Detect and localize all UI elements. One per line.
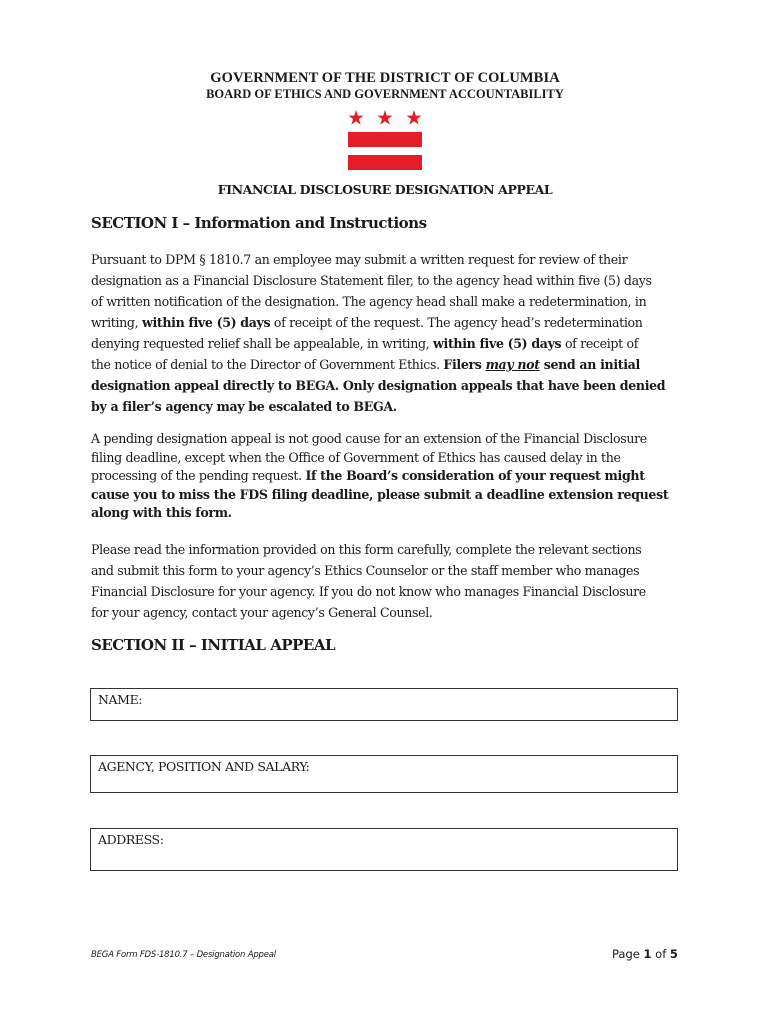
board-header: BOARD OF ETHICS AND GOVERNMENT ACCOUNTABILITY bbox=[206, 87, 564, 101]
instructions-paragraph-2 bbox=[91, 430, 681, 523]
address-input[interactable] bbox=[271, 832, 671, 854]
government-header: GOVERNMENT OF THE DISTRICT OF COLUMBIA bbox=[210, 70, 560, 86]
underlined-emphasis: may not bbox=[485, 357, 540, 372]
text-line: and submit this form to your agency’s Ethics Counselor or the staff member who manages bbox=[91, 563, 640, 578]
section-1-heading: SECTION I – Information and Instructions bbox=[91, 214, 427, 232]
page-number bbox=[612, 947, 678, 961]
emphasis-text: Filers bbox=[443, 357, 486, 372]
form-id-footer: BEGA Form FDS-1810.7 – Designation Appeal bbox=[91, 950, 276, 960]
page-label: Page bbox=[612, 947, 644, 961]
text-line: for your agency, contact your agency’s General Counsel. bbox=[91, 605, 433, 620]
text-line bbox=[91, 375, 681, 396]
form-title: FINANCIAL DISCLOSURE DESIGNATION APPEAL bbox=[217, 182, 553, 197]
text-line bbox=[91, 486, 681, 505]
text-line: Please read the information provided on this form carefully, complete the relevant sections bbox=[91, 542, 642, 557]
flag-star-icon bbox=[377, 110, 392, 125]
emphasis-text: by a filer’s agency may be escalated to BEGA. bbox=[91, 399, 397, 414]
text-run: processing of the pending request. bbox=[91, 468, 306, 483]
text-line: Financial Disclosure for your agency. If you do not know who manages Financial Disclosure bbox=[91, 584, 646, 599]
text-run: of receipt of bbox=[561, 336, 639, 351]
agency-position-salary-field[interactable] bbox=[90, 755, 678, 793]
emphasis-text: If the Board’s consideration of your request might bbox=[305, 468, 645, 483]
text-line: Pursuant to DPM § 1810.7 an employee may submit a written request for review of their bbox=[91, 252, 628, 267]
text-run: writing, bbox=[91, 315, 142, 330]
text-run: of receipt of the request. The agency head’s redetermination bbox=[270, 315, 643, 330]
text-run: denying requested relief shall be appealable, in writing, bbox=[91, 336, 434, 351]
text-line bbox=[91, 354, 681, 375]
emphasis-text: designation appeal directly to BEGA. Only designation appeals that have been denied bbox=[91, 378, 666, 393]
text-line: designation as a Financial Disclosure Statement filer, to the agency head within five (5) days bbox=[91, 273, 652, 288]
text-line bbox=[91, 312, 681, 333]
emphasis-text: cause you to miss the FDS filing deadline, please submit a deadline extension request bbox=[91, 486, 669, 502]
text-line bbox=[91, 333, 681, 354]
text-line bbox=[91, 504, 681, 523]
emphasis-text: within five (5) days bbox=[433, 336, 562, 351]
instructions-paragraph-1 bbox=[91, 249, 681, 417]
name-input[interactable] bbox=[271, 692, 671, 714]
text-line bbox=[91, 467, 681, 486]
emphasis-text: along with this form. bbox=[91, 505, 232, 520]
agency-position-salary-input[interactable] bbox=[331, 759, 671, 781]
agency-position-salary-label: AGENCY, POSITION AND SALARY: bbox=[98, 759, 310, 774]
text-line: of written notification of the designation. The agency head shall make a redetermination, in bbox=[91, 294, 647, 309]
flag-star-icon bbox=[406, 110, 421, 125]
name-field-label: NAME: bbox=[98, 692, 143, 707]
dc-flag-icon bbox=[346, 108, 424, 172]
section-2-heading: SECTION II – INITIAL APPEAL bbox=[91, 636, 336, 654]
current-page: 1 bbox=[643, 947, 652, 961]
flag-bar-top bbox=[348, 132, 422, 147]
emphasis-text: within five (5) days bbox=[141, 315, 271, 330]
flag-star-icon bbox=[348, 110, 363, 125]
text-run: the notice of denial to the Director of Government Ethics. bbox=[91, 357, 444, 372]
page-of: of bbox=[651, 947, 670, 961]
instructions-paragraph-3 bbox=[91, 539, 681, 623]
name-field[interactable] bbox=[90, 688, 678, 721]
text-line bbox=[91, 396, 681, 417]
address-field-label: ADDRESS: bbox=[98, 832, 164, 847]
address-field[interactable] bbox=[90, 828, 678, 871]
flag-bar-bottom bbox=[348, 155, 422, 170]
total-pages: 5 bbox=[669, 947, 678, 961]
emphasis-text: send an initial bbox=[539, 357, 640, 372]
text-line: filing deadline, except when the Office of Government of Ethics has caused delay in the bbox=[91, 449, 621, 465]
text-line: A pending designation appeal is not good cause for an extension of the Financial Disclosure bbox=[91, 431, 647, 446]
